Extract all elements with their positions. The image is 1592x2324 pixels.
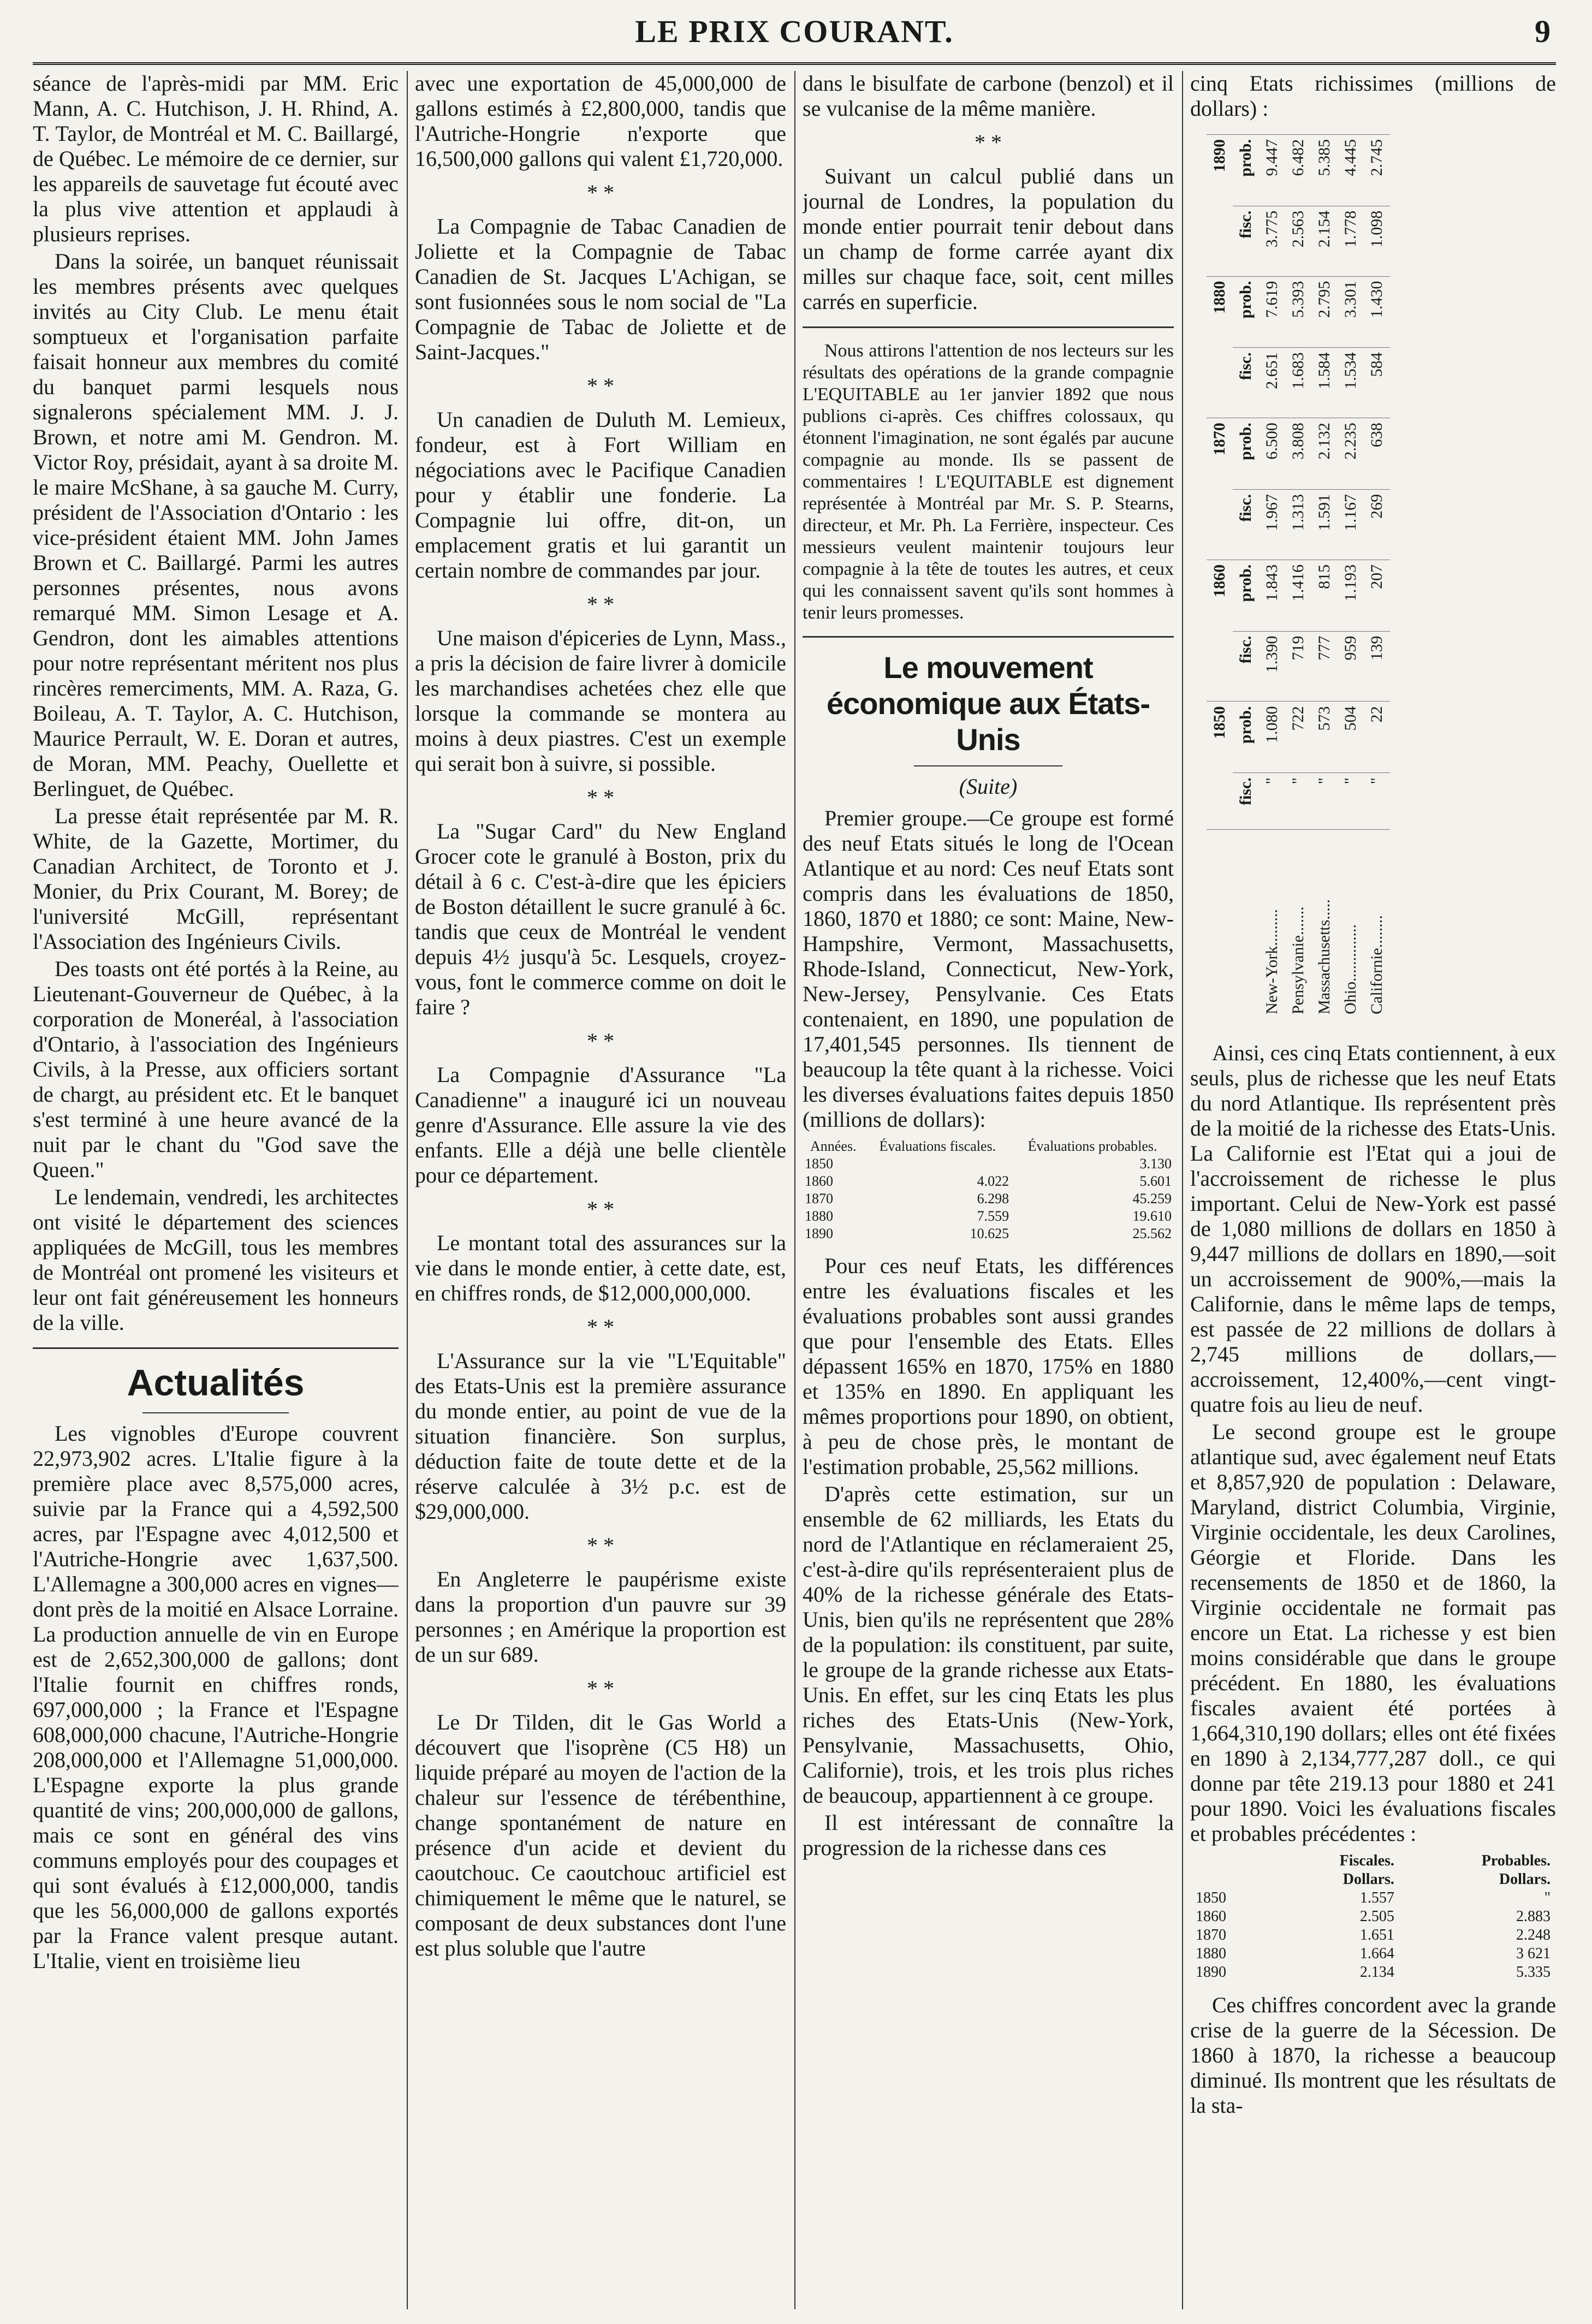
table-cell: 5.393 bbox=[1285, 276, 1311, 348]
table-cell: 1.193 bbox=[1338, 560, 1364, 631]
table-cell: 3.301 bbox=[1338, 276, 1364, 348]
table-cell: 2.651 bbox=[1259, 348, 1285, 418]
news-item: En Angleterre le paupérisme existe dans la proportion d'un pauvre sur 39 personnes ; en Amérique la proportion est de un sur 689. bbox=[415, 1567, 786, 1667]
news-item: dans le bisulfate de carbone (benzol) et il se vulcanise de la même manière. bbox=[803, 71, 1174, 121]
table-cell: 2.154 bbox=[1311, 206, 1338, 276]
newspaper-title: LE PRIX COURANT. bbox=[635, 14, 954, 49]
news-item: Suivant un calcul publié dans un journal de Londres, la population du monde entier pourrait tenir debout dans un champ de forme carrée ayant dix milles sur chaque face, soit, cent milles carrés en superficie. bbox=[803, 164, 1174, 314]
news-item: La "Sugar Card" du New England Grocer cote le granulé à Boston, prix du détail à 6 c. C'est-à-dire que les épiciers de Boston détaillent le sucre granulé à 6c. tandis que ceux de Montréal le vendent depuis 4½ jusqu'à 5c. Lesquels, croyez-vous, font le commerce comme on doit le faire ? bbox=[415, 819, 786, 1019]
news-item: Le montant total des assurances sur la vie dans le monde entier, à cette date, est, en chiffres ronds, de $12,000,000,000. bbox=[415, 1231, 786, 1305]
asterism: * * bbox=[587, 1197, 614, 1221]
table-cell: 638 bbox=[1364, 418, 1390, 490]
year-header: 1850 bbox=[1207, 702, 1233, 829]
table-cell: 1.778 bbox=[1338, 206, 1364, 276]
table-cell: 7.619 bbox=[1259, 276, 1285, 348]
asterism: * * bbox=[587, 785, 614, 810]
table-row bbox=[1259, 135, 1285, 1019]
asterism: * * bbox=[587, 1029, 614, 1053]
table-cell: 573 bbox=[1311, 702, 1338, 773]
table-row bbox=[1311, 135, 1338, 1019]
news-item: L'Assurance sur la vie "L'Equitable" des Etats-Unis est la première assurance du monde entier, au point de vue de la situation financière. Son surplus, déduction faite de toute dette et de la réserve calculée à 3½ p.c. est de $29,000,000. bbox=[415, 1348, 786, 1524]
state-name: Pensylvanie....... bbox=[1285, 829, 1311, 1019]
table-cell: 2.563 bbox=[1285, 206, 1311, 276]
table-header: Évaluations probables. bbox=[1027, 1138, 1157, 1154]
table-cell: 1.591 bbox=[1311, 489, 1338, 560]
table-cell: 1.313 bbox=[1285, 489, 1311, 560]
table-cell: 1.416 bbox=[1285, 560, 1311, 631]
state-name: New-York......... bbox=[1259, 829, 1285, 1019]
table-row bbox=[1285, 135, 1311, 1019]
paragraph: D'après cette estimation, sur un ensemble de 62 milliards, les Etats du nord de l'Atlantique en réclameraient 25, c'est-à-dire qu'ils représenteraient plus de 40% de la richesse générale des Etats-Unis, bien qu'ils ne représentent que 28% de la population: ils constituent, par suite, le groupe de la grande richesse aux Etats-Unis. En effet, sur les cinq Etats les plus riches des Etats-Unis (New-York, Pensylvanie, Massachusetts, Ohio, Californie), trois, et les trois plus riches de beaucoup, appartiennent à ce groupe. bbox=[803, 1482, 1174, 1808]
section-divider bbox=[33, 1347, 399, 1349]
title-underline bbox=[914, 765, 1062, 766]
column-rule bbox=[794, 71, 795, 2309]
column-1 bbox=[33, 71, 399, 2309]
year-header: 1860 bbox=[1207, 560, 1233, 702]
south-atlantic-table: Fiscales. Probables. Dollars. Dollars. 1850 1.557 " 1860 2.505 2.883 1870 1.651 2.248 1880 1.664 3 621 1890 2.134 5.335 bbox=[1190, 1852, 1556, 1982]
equitable-notice: Nous attirons l'attention de nos lecteurs sur les résultats des opérations de la grande compagnie L'EQUITABLE au 1er janvier 1892 que nous publions ci-après. Ces chiffres colossaux, qu étonnent l'imagination, ne sont égalés par aucune compagnie au monde. Ils se passent de commentaires ! L'EQUITABLE est dignement représentée à Montréal par Mr. S. P. Stearns, directeur, et Mr. Ph. La Ferrière, inspecteur. Ces messieurs veulent maintenir toujours leur compagnie à la tête de toutes les autres, et ceux qui les connaissent savent qu'ils sont hommes à tenir leurs promesses. bbox=[803, 341, 1174, 623]
asterism: * * bbox=[587, 1315, 614, 1339]
column-3 bbox=[803, 71, 1174, 2309]
page-number: 9 bbox=[1535, 14, 1551, 49]
year-header: 1870 bbox=[1207, 418, 1233, 560]
table-row: 1880 7.559 19.610 bbox=[805, 1208, 1172, 1224]
paragraph: Ainsi, ces cinq Etats contiennent, à eux seuls, plus de richesse que les neuf Etats du nord Atlantique. Ils représentent près de la moitié de la richesse des Etats-Unis. La Californie est l'Etat qui a joui de l'accroissement de richesse le plus important. Celui de New-York est passé de 1,080 millions de dollars en 1850 à 9,447 millions de dollars en 1890,—soit un accroissement de 900%,—mais la Californie, dans le même laps de temps, est passée de 22 millions de dollars à 2,745 millions de dollars,—accroissement, 12,400%,—cent vingt-quatre fois au lieu de neuf. bbox=[1190, 1041, 1556, 1417]
table-cell: 584 bbox=[1364, 348, 1390, 418]
table-cell: 504 bbox=[1338, 702, 1364, 773]
table-cell: 1.683 bbox=[1285, 348, 1311, 418]
table-cell: 269 bbox=[1364, 489, 1390, 560]
evaluations-table bbox=[803, 1138, 1174, 1243]
table-cell: 722 bbox=[1285, 702, 1311, 773]
table-row: 1890 2.134 5.335 bbox=[1196, 1964, 1551, 1981]
paragraph: Ces chiffres concordent avec la grande crise de la guerre de la Sécession. De 1860 à 1870, la richesse a beaucoup diminué. Ils montrent que les résultats de la sta- bbox=[1190, 1993, 1556, 2118]
table-cell: 1.584 bbox=[1311, 348, 1338, 418]
news-item: Le Dr Tilden, dit le Gas World a découvert que l'isoprène (C5 H8) un liquide préparé au moyen de l'action de la chaleur sur l'essence de térébenthine, change spontanément de nature en présence d'un acide et devient du caoutchouc. Ce caoutchouc artificiel est chimiquement le même que le naturel, se composant de deux substances dont l'une est plus soluble que l'autre bbox=[415, 1710, 786, 1960]
news-item: Une maison d'épiceries de Lynn, Mass., a pris la décision de faire livrer à domicile les marchandises achetées chez elle que lorsque la commande se montera au moins à deux piastres. C'est un exemple qui serait bon à suivre, si possible. bbox=[415, 626, 786, 776]
table-cell: 1.167 bbox=[1338, 489, 1364, 560]
table-cell: " bbox=[1285, 773, 1311, 829]
table-row: 1850 1.557 " bbox=[1196, 1889, 1551, 1906]
table-cell: 1.967 bbox=[1259, 489, 1285, 560]
table-row: 1860 2.505 2.883 bbox=[1196, 1908, 1551, 1925]
paragraph: Il est intéressant de connaître la progression de la richesse dans ces bbox=[803, 1810, 1174, 1860]
section-title-actualites: Actualités bbox=[127, 1362, 305, 1404]
section-divider bbox=[803, 326, 1174, 328]
state-name: Massachusetts..... bbox=[1311, 829, 1338, 1019]
richest-states-table: 1850 1860 1870 1880 1890 fisc. prob. fisc. prob. fisc. prob. fisc. prob. fisc. prob. New-York......... " 1.080 1.390 1.843 1.967 6.500 2.651 7.619 3.775 9.447 Pensylvanie....... " 722 719 1.416 1.313 3.808 1.683 5.393 2.563 6.482 Massachusetts..... " 573 777 815 1.591 2.132 1.584 2.795 2.154 5.385 Ohio.............. " 504 959 1.193 1.167 2.235 1.534 3.301 1.778 4.445 Californie........ " 22 139 207 269 638 584 1.430 1.098 2.745 bbox=[1207, 134, 1390, 1019]
paragraph: La presse était représentée par M. R. White, de la Gazette, Mortimer, du Canadian Architect, de Toronto et J. Monier, du Prix Courant, M. Borey; de l'université McGill, représentant l'Association des Ingénieurs Civils. bbox=[33, 804, 399, 954]
table-cell: 1.534 bbox=[1338, 348, 1364, 418]
news-item: Un canadien de Duluth M. Lemieux, fondeur, est à Fort William en négociations avec le Pacifique Canadien pour y établir une fonderie. La Compagnie lui offre, dit-on, un emplacement gratis et lui garantit un certain nombre de commandes par jour. bbox=[415, 407, 786, 583]
rotated-table-wrapper bbox=[1190, 123, 1556, 1030]
table-row: 1850 3.130 bbox=[805, 1156, 1172, 1172]
year-header: 1890 bbox=[1207, 135, 1233, 277]
column-rule bbox=[1182, 71, 1183, 2309]
table-cell: 6.500 bbox=[1259, 418, 1285, 490]
table-cell: " bbox=[1364, 773, 1390, 829]
table-row: 1870 6.298 45.259 bbox=[805, 1191, 1172, 1206]
table-row: 1890 10.625 25.562 bbox=[805, 1226, 1172, 1241]
table-cell: 4.445 bbox=[1338, 135, 1364, 206]
table-cell: " bbox=[1259, 773, 1285, 829]
table-cell: 3.808 bbox=[1285, 418, 1311, 490]
table-cell: " bbox=[1338, 773, 1364, 829]
table-cell: 9.447 bbox=[1259, 135, 1285, 206]
paragraph: Premier groupe.—Ce groupe est formé des neuf Etats situés le long de l'Ocean Atlantique et au nord: Ces neuf Etats sont compris dans les évaluations de 1850, 1860, 1870 et 1880; ce sont: Maine, New-Hampshire, Vermont, Massachusetts, Rhode-Island, Connecticut, New-York, New-Jersey, Pensylvanie. Ces Etats contenaient, en 1890, une population de 17,401,545 personnes. Ils tiennent de beaucoup la tête quant à la richesse. Voici les diverses évaluations faites depuis 1850 (millions de dollars): bbox=[803, 806, 1174, 1132]
table-cell: 2.235 bbox=[1338, 418, 1364, 490]
column-2 bbox=[415, 71, 786, 2309]
table-cell: 22 bbox=[1364, 702, 1390, 773]
column-rule bbox=[407, 71, 408, 2309]
table-cell: 719 bbox=[1285, 631, 1311, 702]
table-header: Évaluations fiscales. bbox=[879, 1138, 996, 1154]
table-row: 1880 1.664 3 621 bbox=[1196, 1945, 1551, 1962]
table-cell: 1.430 bbox=[1364, 276, 1390, 348]
title-underline bbox=[142, 1412, 289, 1413]
table-row bbox=[1364, 135, 1390, 1019]
asterism: * * bbox=[587, 592, 614, 616]
table-row bbox=[1338, 135, 1364, 1019]
section-divider bbox=[803, 636, 1174, 638]
table-cell: 5.385 bbox=[1311, 135, 1338, 206]
table-cell: 1.843 bbox=[1259, 560, 1285, 631]
table-cell: 3.775 bbox=[1259, 206, 1285, 276]
state-name: Californie........ bbox=[1364, 829, 1390, 1019]
paragraph: Les vignobles d'Europe couvrent 22,973,902 acres. L'Italie figure à la première place avec 8,575,000 acres, suivie par la France qui a 4,592,500 acres, par l'Espagne avec 4,012,500 et l'Autriche-Hongrie avec 1,637,500. L'Allemagne a 300,000 acres en vignes—dont près de la moitié en Alsace Lorraine. La production annuelle de vin en Europe est de 2,652,300,000 de gallons; dont l'Italie fournit en chiffres ronds, 697,000,000 ; la France et l'Espagne 608,000,000 chacune, l'Autriche-Hongrie 208,000,000 et l'Allemagne 51,000,000. L'Espagne exporte la plus grande quantité de vins; 200,000,000 de gallons, mais ce sont en général des vins communs employés pour des coupages et qui sont évalués à £12,000,000, tandis que les 56,000,000 de gallons exportés par la France valent presque autant. L'Italie, vient en troisième lieu bbox=[33, 1421, 399, 1973]
paragraph: Le second groupe est le groupe atlantique sud, avec également neuf Etats et 8,857,920 de population : Delaware, Maryland, district Columbia, Virginie, Virginie occidentale, les deux Carolines, Géorgie et Floride. Dans les recensements de 1850 et de 1860, la Virginie occidentale ne formait pas encore un Etat. La richesse y est bien moins considérable que dans le groupe précédent. En 1880, les évaluations fiscales avaient été portées à 1,664,310,190 dollars; elles ont été fixées en 1890 à 2,134,777,287 doll., ce qui donne par tête 219.13 pour 1880 et 241 pour 1890. Voici les évaluations fiscales et probables précédentes : bbox=[1190, 1419, 1556, 1846]
table-cell: 777 bbox=[1311, 631, 1338, 702]
table-cell: 2.132 bbox=[1311, 418, 1338, 490]
asterism: * * bbox=[587, 180, 614, 205]
table-cell: 2.745 bbox=[1364, 135, 1390, 206]
asterism: * * bbox=[587, 1676, 614, 1701]
state-name: Ohio.............. bbox=[1338, 829, 1364, 1019]
asterism: * * bbox=[975, 130, 1002, 154]
section-title-mouvement: Le mouvement économique aux États-Unis bbox=[826, 650, 1150, 757]
table-header: Années. bbox=[810, 1138, 857, 1154]
masthead bbox=[33, 8, 1556, 65]
table-cell: 1.080 bbox=[1259, 702, 1285, 773]
table-cell: 1.098 bbox=[1364, 206, 1390, 276]
paragraph: cinq Etats richissimes (millions de dollars) : bbox=[1190, 71, 1556, 121]
paragraph: Pour ces neuf Etats, les différences entre les évaluations fiscales et les évaluations probables sont aussi grandes que pour l'ensemble des Etats. Elles dépassent 165% en 1870, 175% en 1880 et 135% en 1890. En appliquant les mêmes proportions pour 1890, on obtient, à peu de chose près, le montant de l'estimation probable, 25,562 millions. bbox=[803, 1253, 1174, 1479]
table-cell: 139 bbox=[1364, 631, 1390, 702]
table-row: 1870 1.651 2.248 bbox=[1196, 1927, 1551, 1943]
paragraph: Le lendemain, vendredi, les architectes ont visité le département des sciences appliquées de McGill, tous les membres de Montréal ont promené les visiteurs et leur ont fait généreusement les honneurs de la ville. bbox=[33, 1185, 399, 1335]
paragraph: Dans la soirée, un banquet réunissait les membres présents avec quelques invités au City Club. Le menu était somptueux et l'organisation parfaite faisait honneur aux membres du comité du banquet parmi lesquels nous signalerons spécialement MM. J. J. Brown, et notre ami M. Gendron. M. Victor Roy, présidait, ayant à sa droite M. le maire McShane, à sa gauche M. Curry, président de l'Association d'Ontario : les vice-président étaient MM. John James Brown et C. Baillargé. Parmi les autres personnes présentes, nous avons remarqué MM. Simon Lesage et A. Gendron, dont les aimables attentions pour notre représentant méritent nos plus rincères remerciments, MM. A. Raza, G. Boileau, A. T. Taylor, A. C. Hutchison, Maurice Perrault, W. E. Doran et autres, de Moran, MM. Peachy, Ouellette et Berlinguet, de Québec. bbox=[33, 249, 399, 801]
table-cell: 207 bbox=[1364, 560, 1390, 631]
news-item: La Compagnie de Tabac Canadien de Joliette et la Compagnie de Tabac Canadien de St. Jacques L'Achigan, se sont fusionnées sous le nom social de "La Compagnie de Tabac de Joliette et de Saint-Jacques." bbox=[415, 214, 786, 364]
news-item: avec une exportation de 45,000,000 de gallons estimés à £2,800,000, tandis que l'Autriche-Hongrie n'exporte que 16,500,000 gallons qui valent £1,720,000. bbox=[415, 71, 786, 171]
column-4 bbox=[1190, 71, 1556, 2309]
table-cell: 815 bbox=[1311, 560, 1338, 631]
paragraph: Des toasts ont été portés à la Reine, au Lieutenant-Gouverneur de Québec, à la corporation de Moneréal, à l'association d'Ontario, à l'association des Ingénieurs Civils, à la Presse, aux officiers sortant de chargt, au président etc. Et le banquet s'est terminé à une heure avancé de la nuit par le chant du "God save the Queen." bbox=[33, 956, 399, 1182]
table-cell: 1.390 bbox=[1259, 631, 1285, 702]
asterism: * * bbox=[587, 373, 614, 398]
table-cell: " bbox=[1311, 773, 1338, 829]
table-cell: 6.482 bbox=[1285, 135, 1311, 206]
suite-label: (Suite) bbox=[959, 774, 1018, 799]
table-cell: 959 bbox=[1338, 631, 1364, 702]
news-item: La Compagnie d'Assurance "La Canadienne" a inauguré ici un nouveau genre d'Assurance. Elle assure la vie des enfants. Elle a déjà une belle clientèle pour ce département. bbox=[415, 1062, 786, 1187]
asterism: * * bbox=[587, 1533, 614, 1558]
year-header: 1880 bbox=[1207, 276, 1233, 418]
paragraph: séance de l'après-midi par MM. Eric Mann, A. C. Hutchison, J. H. Rhind, A. T. Taylor, de Montréal et M. C. Baillargé, de Québec. Le mémoire de ce dernier, sur les appareils de sauvetage fut écouté avec la plus vive attention et applaudi à plusieurs reprises. bbox=[33, 71, 399, 246]
table-cell: 2.795 bbox=[1311, 276, 1338, 348]
table-row: 1860 4.022 5.601 bbox=[805, 1173, 1172, 1189]
